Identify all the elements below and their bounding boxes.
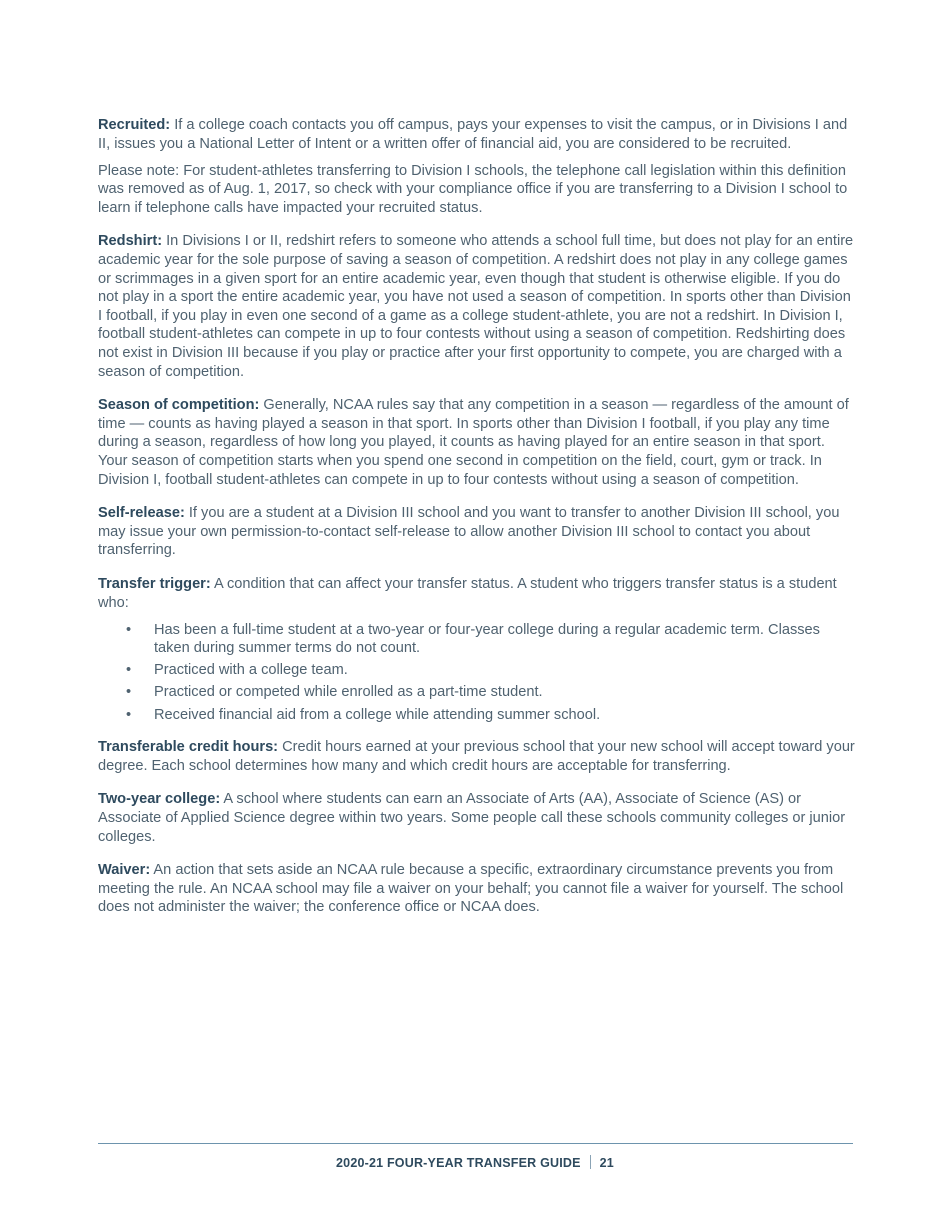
term-transferable-credit-hours: Transferable credit hours: (98, 739, 279, 756)
text-transfer-trigger: A condition that can affect your transfer status. A student who triggers transfer status is a student who: (98, 575, 837, 611)
list-item-text: Practiced with a college team. (154, 662, 348, 679)
list-item (98, 706, 858, 725)
definition-two-year-college (98, 790, 858, 846)
term-recruited: Recruited: (98, 117, 171, 133)
term-redshirt: Redshirt: (98, 233, 163, 250)
text-self-release: If you are a student at a Division III school and you want to transfer to another Division III school, you may issue your own permission-to-contact self-release to allow another Division III school to contact you about transferring. (98, 505, 840, 559)
list-item-text: Received financial aid from a college while attending summer school. (154, 706, 601, 723)
definition-recruited (98, 116, 858, 153)
list-item (98, 621, 858, 658)
text-two-year-college: A school where students can earn an Associate of Arts (AA), Associate of Science (AS) or Associate of Applied Science degree within two years. Some people call these schools community colleges or junior colleges. (98, 791, 846, 845)
transfer-trigger-list (98, 621, 858, 724)
list-item-text: Has been a full-time student at a two-year or four-year college during a regular academic term. Classes taken during summer terms do not count. (154, 621, 820, 657)
list-item-text: Practiced or competed while enrolled as a part-time student. (154, 684, 543, 701)
term-season-of-competition: Season of competition: (98, 397, 260, 414)
bullet-icon: • (126, 684, 132, 701)
text-redshirt: In Divisions I or II, redshirt refers to someone who attends a school full time, but does not play for an entire academic year for the sole purpose of saving a season of competition. A redshirt does not play in any college games or scrimmages in a given sport for an entire academic year, even though that student is otherwise eligible. If you do not play in a sport the entire academic year, you have not used a season of competition. In sports other than Division I football, if you play in even one second of a game as a college student-athlete, you are not a redshirt. In Division I, football student-athletes can compete in up to four contests without using a season of competition. Redshirting does not exist in Division III because if you play or practice after your first opportunity to compete, you are charged with a season of competition. (98, 233, 854, 380)
bullet-icon: • (126, 621, 132, 638)
text-recruited: If a college coach contacts you off campus, pays your expenses to visit the campus, or in Divisions I and II, issues you a National Letter of Intent or a written offer of financial aid, you are considered to be recruited. (98, 117, 848, 152)
footer-separator (590, 1155, 591, 1169)
page-footer (0, 1155, 950, 1170)
glossary-content (98, 116, 858, 925)
term-transfer-trigger: Transfer trigger: (98, 575, 211, 592)
bullet-icon: • (126, 706, 132, 723)
recruited-note: Please note: For student-athletes transferring to Division I schools, the telephone call legislation within this definition was removed as of Aug. 1, 2017, so check with your compliance office if you are transferring to a Division I school to learn if telephone calls have impacted your recruited status. (98, 162, 848, 216)
bullet-icon: • (126, 662, 132, 679)
footer-divider (98, 1143, 853, 1144)
term-waiver: Waiver: (98, 862, 151, 879)
footer-title: 2020-21 FOUR-YEAR TRANSFER GUIDE (336, 1156, 581, 1170)
list-item (98, 683, 858, 702)
term-two-year-college: Two-year college: (98, 791, 221, 808)
definition-transfer-trigger (98, 575, 858, 612)
definition-redshirt (98, 232, 858, 381)
definition-transferable-credit-hours (98, 738, 858, 775)
text-transferable-credit-hours: Credit hours earned at your previous school that your new school will accept toward your degree. Each school determines how many and which credit hours are acceptable for transferring. (98, 739, 855, 774)
definition-waiver (98, 861, 858, 917)
definition-self-release (98, 504, 858, 560)
term-self-release: Self-release: (98, 505, 185, 522)
text-waiver: An action that sets aside an NCAA rule because a specific, extraordinary circumstance prevents you from meeting the rule. An NCAA school may file a waiver on your behalf; you cannot file a waiver for yourself. The school does not administer the waiver; the conference office or NCAA does. (98, 862, 844, 916)
list-item (98, 661, 858, 680)
text-season-of-competition: Generally, NCAA rules say that any competition in a season — regardless of the amount of time — counts as having played a season in that sport. In sports other than Division I football, if you play any time during a season, regardless of how long you played, it counts as having played for an entire season in that sport. Your season of competition starts when you spend one second in competition on the field, court, gym or track. In Division I, football student-athletes can compete in up to four contests without using a season of competition. (98, 397, 849, 488)
definition-season-of-competition (98, 396, 858, 489)
page-number: 21 (599, 1156, 614, 1170)
